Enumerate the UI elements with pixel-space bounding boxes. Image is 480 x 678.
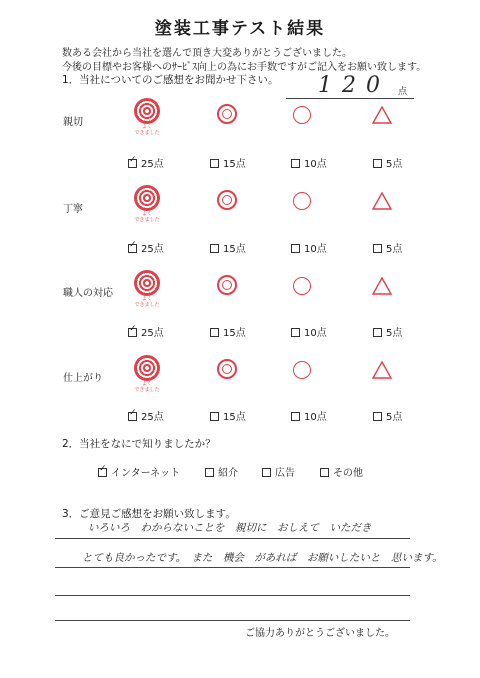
option-10-craftsman-service[interactable]: 10点 bbox=[291, 324, 327, 339]
intro-line-2: 今後の目標やお客様へのｻｰﾋﾞｽ向上の為にお手数ですがご記入をお願い致します。 bbox=[62, 62, 427, 73]
option-25-craftsman-service[interactable]: ✓25点 bbox=[128, 324, 164, 339]
page-title: 塗装工事テスト結果 bbox=[154, 19, 326, 39]
source-option-referral[interactable]: 紹介 bbox=[205, 464, 238, 479]
closing-message: ご協力ありがとうございました。 bbox=[245, 628, 395, 639]
checkbox[interactable] bbox=[291, 412, 300, 421]
comment-rule bbox=[55, 595, 410, 596]
criterion-label-kindness: 親切 bbox=[63, 117, 83, 128]
stamp-yoku-dekimashita-icon: よく できました bbox=[132, 98, 162, 138]
option-25-finish[interactable]: ✓25点 bbox=[128, 408, 164, 423]
option-5-kindness[interactable]: 5点 bbox=[373, 155, 402, 170]
source-option-other[interactable]: その他 bbox=[320, 464, 363, 479]
option-10-kindness[interactable]: 10点 bbox=[291, 155, 327, 170]
option-5-politeness[interactable]: 5点 bbox=[373, 240, 402, 255]
option-15-craftsman-service[interactable]: 15点 bbox=[210, 324, 246, 339]
question-3-heading: 3．ご意見ご感想をお願い致します。 bbox=[62, 508, 236, 520]
option-5-craftsman-service[interactable]: 5点 bbox=[373, 324, 402, 339]
circle-icon bbox=[293, 192, 311, 210]
checkbox-checked[interactable] bbox=[128, 412, 137, 421]
stamp-yoku-dekimashita-icon: よく できました bbox=[132, 355, 162, 395]
stamp-yoku-dekimashita-icon: よく できました bbox=[132, 185, 162, 225]
checkbox[interactable] bbox=[373, 328, 382, 337]
checkbox[interactable] bbox=[210, 328, 219, 337]
source-option-internet[interactable]: ✓インターネット bbox=[98, 464, 180, 479]
circle-icon bbox=[293, 277, 311, 295]
criterion-label-craftsman-service: 職人の対応 bbox=[63, 288, 113, 299]
option-15-finish[interactable]: 15点 bbox=[210, 408, 246, 423]
checkbox[interactable] bbox=[210, 159, 219, 168]
triangle-icon bbox=[372, 277, 392, 295]
double-circle-icon bbox=[217, 275, 237, 295]
checkbox-checked[interactable] bbox=[98, 468, 107, 477]
option-10-finish[interactable]: 10点 bbox=[291, 408, 327, 423]
checkbox[interactable] bbox=[291, 159, 300, 168]
checkbox-checked[interactable] bbox=[128, 244, 137, 253]
checkbox[interactable] bbox=[320, 468, 329, 477]
criterion-label-politeness: 丁寧 bbox=[63, 204, 83, 215]
comment-rule bbox=[55, 567, 410, 568]
score-unit: 点 bbox=[398, 87, 408, 97]
option-5-finish[interactable]: 5点 bbox=[373, 408, 402, 423]
comment-rule bbox=[55, 538, 410, 539]
checkbox-checked[interactable] bbox=[128, 159, 137, 168]
stamp-yoku-dekimashita-icon: よく できました bbox=[132, 270, 162, 310]
checkbox[interactable] bbox=[262, 468, 271, 477]
checkbox[interactable] bbox=[373, 412, 382, 421]
option-15-politeness[interactable]: 15点 bbox=[210, 240, 246, 255]
checkbox[interactable] bbox=[205, 468, 214, 477]
option-25-politeness[interactable]: ✓25点 bbox=[128, 240, 164, 255]
checkbox[interactable] bbox=[291, 244, 300, 253]
checkbox[interactable] bbox=[373, 244, 382, 253]
checkbox-checked[interactable] bbox=[128, 328, 137, 337]
intro-line-1: 数ある会社から当社を選んで頂き大変ありがとうございました。 bbox=[62, 48, 352, 59]
circle-icon bbox=[293, 361, 311, 379]
comment-line-2: とても良かったです。 また 機会 があれば お願いしたいと 思います。 bbox=[82, 552, 443, 564]
criterion-label-finish: 仕上がり bbox=[63, 373, 103, 384]
triangle-icon bbox=[372, 361, 392, 379]
question-1-heading: 1．当社についてのご感想をお聞かせ下さい。 bbox=[62, 74, 279, 86]
question-2-heading: 2．当社をなにで知りましたか？ bbox=[62, 438, 216, 450]
double-circle-icon bbox=[217, 104, 237, 124]
triangle-icon bbox=[372, 192, 392, 210]
option-25-kindness[interactable]: ✓25点 bbox=[128, 155, 164, 170]
score-underline bbox=[286, 98, 414, 99]
option-10-politeness[interactable]: 10点 bbox=[291, 240, 327, 255]
triangle-icon bbox=[372, 106, 392, 124]
comment-line-1: いろいろ わからないことを 親切に おしえて いただき bbox=[88, 522, 372, 534]
checkbox[interactable] bbox=[210, 244, 219, 253]
comment-rule bbox=[55, 620, 410, 621]
checkbox[interactable] bbox=[210, 412, 219, 421]
checkbox[interactable] bbox=[373, 159, 382, 168]
option-15-kindness[interactable]: 15点 bbox=[210, 155, 246, 170]
circle-icon bbox=[293, 106, 311, 124]
source-option-advertisement[interactable]: 広告 bbox=[262, 464, 295, 479]
double-circle-icon bbox=[217, 190, 237, 210]
double-circle-icon bbox=[217, 359, 237, 379]
total-score: 120 bbox=[318, 73, 390, 98]
checkbox[interactable] bbox=[291, 328, 300, 337]
